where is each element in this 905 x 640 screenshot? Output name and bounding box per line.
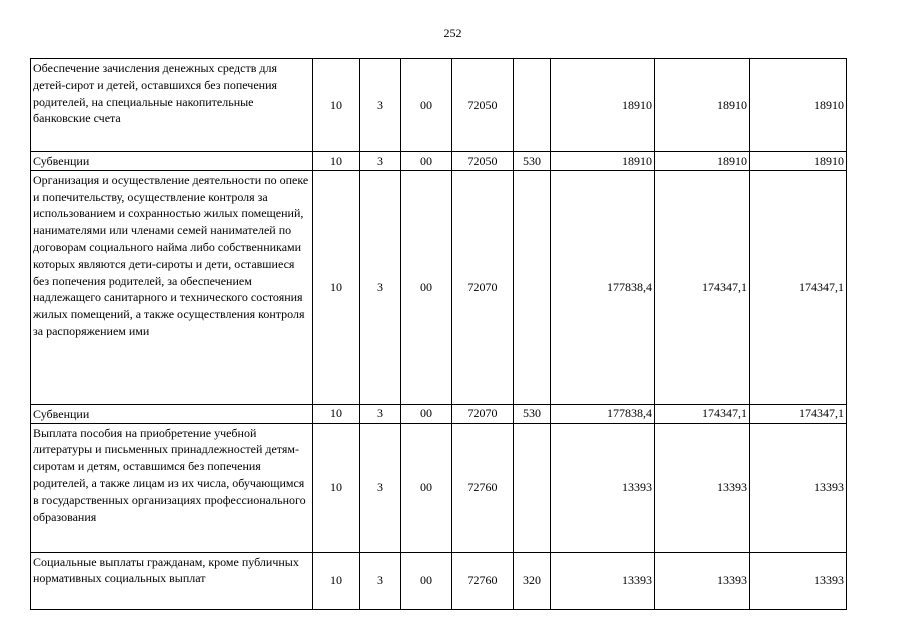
cell-amount-year-3: 18910 [750,152,847,171]
row-name: Выплата пособия на приобретение учебной литературы и письменных принадлежностей детям-сиротам и детям, оставшимся без попечения родителей, а также лицам из их числа, обучающимся в государственных организациях профессионального образования [31,423,313,552]
cell-expense-type: 530 [514,404,551,423]
cell-section: 10 [313,152,360,171]
cell-amount-year-1: 177838,4 [551,170,655,404]
cell-amount-year-3: 13393 [750,423,847,552]
cell-amount-year-2: 18910 [655,152,750,171]
cell-subsection: 3 [360,552,401,609]
row-name: Субвенции [31,404,313,423]
cell-section: 10 [313,170,360,404]
cell-amount-year-2: 13393 [655,552,750,609]
cell-amount-year-3: 174347,1 [750,404,847,423]
cell-amount-year-2: 13393 [655,423,750,552]
cell-section: 10 [313,59,360,152]
cell-target-code: 72760 [452,423,514,552]
cell-section: 10 [313,404,360,423]
cell-section: 10 [313,423,360,552]
table-row [31,152,847,171]
row-name: Социальные выплаты гражданам, кроме публичных нормативных социальных выплат [31,552,313,609]
cell-expense-type [514,170,551,404]
cell-expense-type [514,423,551,552]
page-number: 252 [443,26,462,40]
cell-target-code: 72070 [452,170,514,404]
cell-program: 00 [401,552,452,609]
cell-target-code: 72050 [452,59,514,152]
cell-expense-type: 320 [514,552,551,609]
cell-amount-year-1: 13393 [551,552,655,609]
cell-expense-type [514,59,551,152]
cell-amount-year-3: 13393 [750,552,847,609]
table-row [31,552,847,609]
cell-program: 00 [401,152,452,171]
cell-amount-year-3: 18910 [750,59,847,152]
cell-program: 00 [401,59,452,152]
cell-amount-year-2: 174347,1 [655,404,750,423]
cell-program: 00 [401,404,452,423]
cell-program: 00 [401,423,452,552]
table-row [31,404,847,423]
row-name: Субвенции [31,152,313,171]
row-name: Организация и осуществление деятельности по опеке и попечительству, осуществление контроля за использованием и сохранностью жилых помещений, нанимателями или членами семей нанимателей по договорам социального найма либо собственниками которых являются дети-сироты и дети, оставшиеся без попечения родителей, за обеспечением надлежащего санитарного и технического состояния жилых помещений, а также осуществления контроля за распоряжением ими [31,170,313,404]
cell-amount-year-2: 18910 [655,59,750,152]
cell-target-code: 72760 [452,552,514,609]
cell-subsection: 3 [360,404,401,423]
cell-amount-year-1: 18910 [551,59,655,152]
cell-expense-type: 530 [514,152,551,171]
cell-amount-year-1: 18910 [551,152,655,171]
cell-target-code: 72070 [452,404,514,423]
cell-subsection: 3 [360,423,401,552]
table-row [31,170,847,404]
cell-section: 10 [313,552,360,609]
table-row [31,59,847,152]
budget-table [30,58,847,610]
cell-amount-year-2: 174347,1 [655,170,750,404]
cell-amount-year-1: 177838,4 [551,404,655,423]
cell-program: 00 [401,170,452,404]
cell-subsection: 3 [360,152,401,171]
cell-amount-year-3: 174347,1 [750,170,847,404]
table-row [31,423,847,552]
cell-subsection: 3 [360,170,401,404]
cell-subsection: 3 [360,59,401,152]
row-name: Обеспечение зачисления денежных средств для детей-сирот и детей, оставшихся без попечения родителей, на специальные накопительные банковские счета [31,59,313,152]
cell-amount-year-1: 13393 [551,423,655,552]
cell-target-code: 72050 [452,152,514,171]
